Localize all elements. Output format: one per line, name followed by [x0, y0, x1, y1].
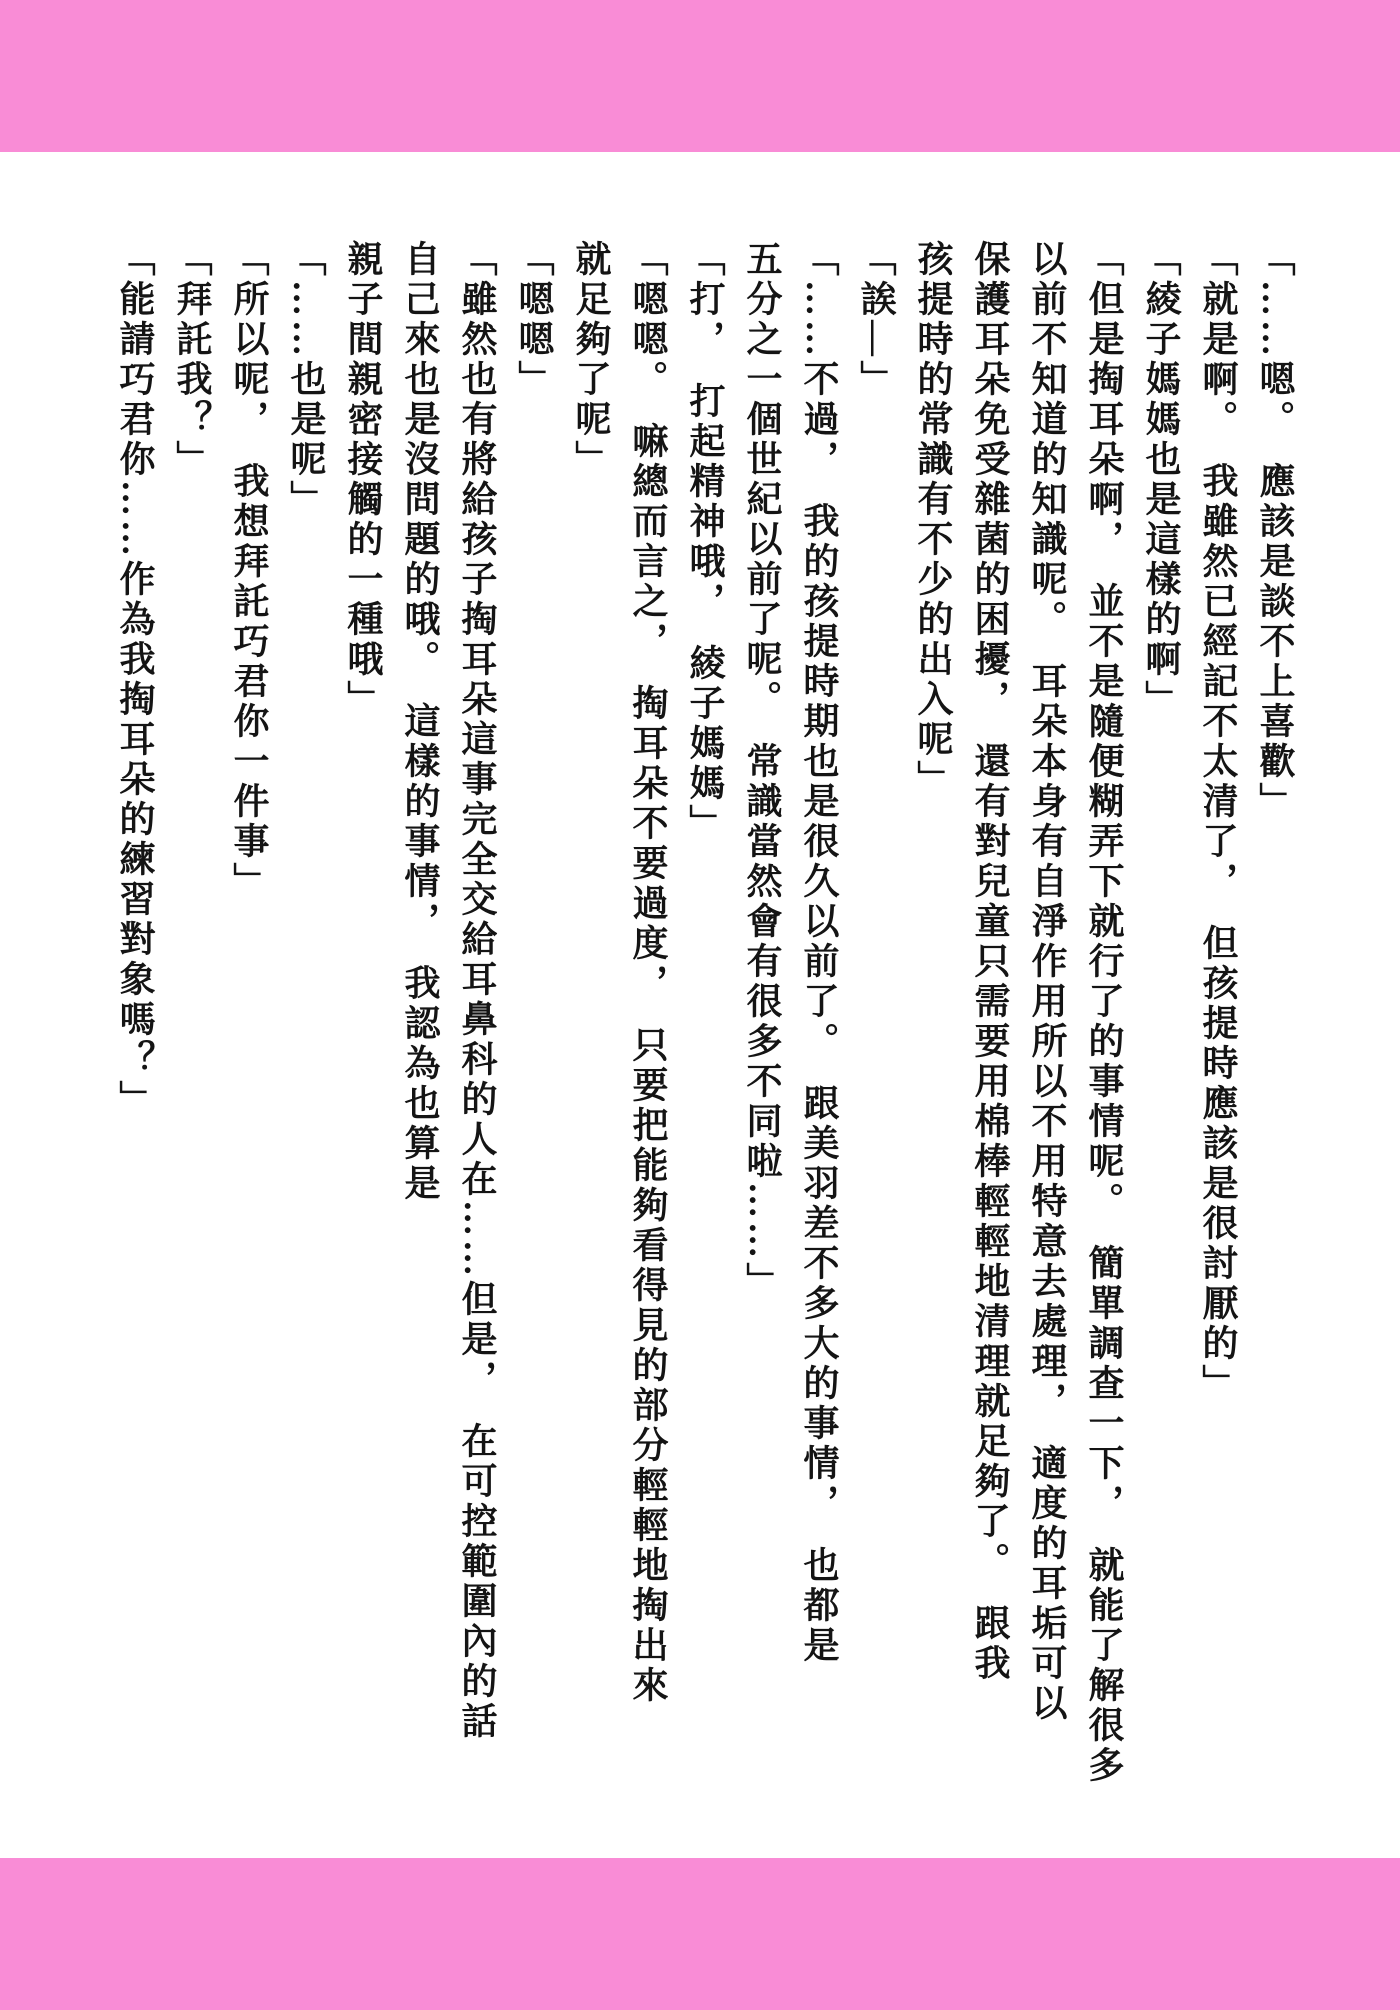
text-column: 孩提時的常識有不少的出入呢」	[913, 240, 953, 800]
text-column: 「但是掏耳朵啊， 並不是隨便糊弄下就行了的事情呢。 簡單調查一下， 就能了解很多	[1084, 240, 1124, 1786]
text-column: 「誒—」	[856, 240, 896, 400]
text-column: 自己來也是沒問題的哦。 這樣的事情， 我認為也算是	[400, 240, 440, 1204]
text-column: 「雖然也有將給孩子掏耳朵這事完全交給耳鼻科的人在……但是， 在可控範圍內的話	[457, 240, 497, 1742]
bottom-border-band	[0, 1858, 1400, 2010]
text-column: 「嗯嗯。 嘛總而言之， 掏耳朵不要過度， 只要把能夠看得見的部分輕輕地掏出來	[628, 240, 668, 1706]
text-column: 「就是啊。 我雖然已經記不太清了， 但孩提時應該是很討厭的」	[1198, 240, 1238, 1404]
text-column: 「嗯嗯」	[514, 240, 554, 400]
text-column: 「……也是呢」	[286, 240, 326, 520]
text-column: 「所以呢， 我想拜託巧君你一件事」	[229, 240, 269, 902]
text-column: 「……不過， 我的孩提時期也是很久以前了。 跟美羽差不多大的事情， 也都是	[799, 240, 839, 1666]
vertical-text-area	[0, 152, 1400, 1858]
top-border-band	[0, 0, 1400, 152]
text-column: 就足夠了呢」	[571, 240, 611, 480]
text-column: 五分之一個世紀以前了呢。 常識當然會有很多不同啦……」	[742, 240, 782, 1302]
text-column: 「……嗯。 應該是談不上喜歡」	[1255, 240, 1295, 822]
text-column: 以前不知道的知識呢。 耳朵本身有自淨作用所以不用特意去處理， 適度的耳垢可以	[1027, 240, 1067, 1724]
text-column: 「綾子媽媽也是這樣的啊」	[1141, 240, 1181, 720]
text-column: 「能請巧君你……作為我掏耳朵的練習對象嗎？」	[115, 240, 155, 1120]
text-column: 保護耳朵免受雜菌的困擾， 還有對兒童只需要用棉棒輕輕地清理就足夠了。 跟我	[970, 240, 1010, 1684]
text-column: 「打， 打起精神哦， 綾子媽媽」	[685, 240, 725, 844]
text-column: 親子間親密接觸的一種哦」	[343, 240, 383, 720]
text-column: 「拜託我？」	[172, 240, 212, 480]
